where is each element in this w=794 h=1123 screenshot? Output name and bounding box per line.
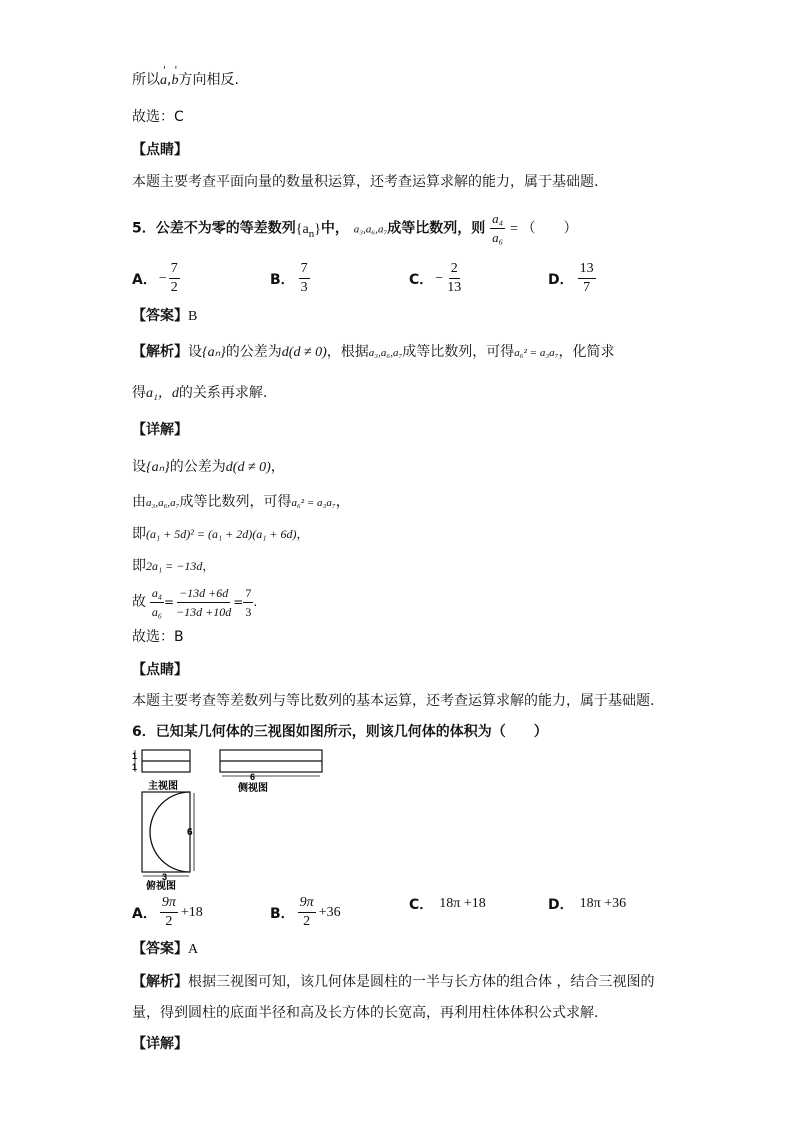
- t: ，化简求: [558, 344, 615, 360]
- den: 3: [245, 605, 252, 619]
- seq: {aₙ}: [146, 460, 170, 475]
- option-label: B．: [270, 905, 295, 922]
- dim-6-side: 6: [250, 772, 256, 782]
- q4-note-text: 本题主要考查平面向量的数量积运算，还考查运算求解的能力，属于基础题.: [132, 174, 599, 190]
- q5-option-c: [409, 260, 463, 297]
- q6-option-c: [409, 894, 486, 914]
- q5-stem-mid: 中，: [320, 220, 349, 237]
- three-view-figure: [132, 747, 332, 892]
- option-rest: +36: [318, 904, 341, 920]
- q5-stem-text: 5．公差不为零的等差数列: [132, 220, 296, 237]
- t: ，: [202, 559, 215, 573]
- t: ，: [335, 494, 350, 510]
- q6-analysis-line1: [132, 972, 654, 992]
- q5-detail-line2: [132, 492, 350, 513]
- terms: a₃,a₆,a₇: [368, 347, 403, 359]
- frac: [150, 584, 164, 621]
- side-view: [220, 750, 322, 794]
- option-fraction: [160, 894, 178, 931]
- dim-3: 3: [162, 872, 168, 882]
- answer-tag: 【答案】: [132, 308, 188, 324]
- t: 设: [132, 459, 146, 475]
- t: 根据三视图可知，该几何体是圆柱的一半与长方体的组合体 ，结合三视图的: [188, 974, 655, 990]
- q4-conclusion-line: [132, 65, 239, 91]
- option-num: 9π: [298, 894, 316, 913]
- q6-stem: 6．已知某几何体的三视图如图所示，则该几何体的体积为（ ）: [132, 724, 548, 740]
- num: a₄: [150, 584, 164, 603]
- t: ，根据: [326, 344, 369, 360]
- side-view-label: 侧视图: [238, 783, 268, 794]
- text: 方向相反.: [178, 72, 239, 88]
- t: ，: [270, 459, 285, 475]
- t: .: [253, 595, 258, 609]
- seq-open: {a: [295, 221, 309, 237]
- q5-option-b: [270, 260, 310, 297]
- terms: a₃,a₆,a₇: [146, 497, 180, 509]
- q5-analysis-line2: [132, 383, 267, 404]
- option-label: B．: [270, 271, 295, 288]
- var-b: b: [171, 73, 179, 88]
- option-den: 3: [300, 280, 308, 295]
- option-label: A．: [132, 905, 157, 922]
- frac-den: a₆: [492, 230, 504, 245]
- option-num: 9π: [160, 894, 178, 913]
- option-fraction: [298, 894, 316, 931]
- q5-analysis-line1: [132, 342, 614, 363]
- option-label: C．: [409, 271, 434, 288]
- vector-b: ' b: [171, 65, 179, 88]
- top-view-label: 俯视图: [146, 881, 176, 892]
- option-den: 2: [170, 280, 178, 295]
- q5-note-heading: 【点睛】: [132, 662, 188, 678]
- frac: [174, 584, 233, 621]
- t: 由: [132, 494, 146, 510]
- option-label: A．: [132, 271, 157, 288]
- q5-detail-line4: [132, 556, 214, 576]
- option-fraction: [445, 260, 463, 297]
- frac: [243, 584, 253, 621]
- t: 成等比数列，可得: [402, 344, 515, 360]
- option-fraction: [578, 260, 596, 297]
- option-sign: −: [435, 270, 444, 286]
- q6-option-a: [132, 894, 203, 931]
- option-rest: +18: [180, 904, 203, 920]
- answer-tag: 【答案】: [132, 941, 188, 957]
- d-expr: d(d ≠ 0): [225, 460, 271, 475]
- terms: a₃,a₆,a₇: [353, 223, 388, 236]
- q4-answer: 故选：C: [132, 109, 184, 125]
- t: 得: [132, 385, 146, 401]
- var-a: a: [160, 73, 167, 88]
- answer-value: A: [188, 942, 199, 957]
- option-num: 2: [449, 260, 460, 279]
- vars: a₁，d: [146, 386, 179, 401]
- q6-option-d: [548, 894, 626, 914]
- dim-1-top: 1: [132, 751, 138, 761]
- eq: (a₁ + 5d)² = (a₁ + 2d)(a₁ + 6d): [146, 527, 297, 541]
- option-den: 2: [165, 914, 173, 929]
- top-view: [142, 792, 194, 892]
- answer-value: B: [188, 309, 198, 324]
- num: 7: [243, 584, 253, 603]
- option-den: 2: [303, 914, 311, 929]
- t: 即: [132, 526, 146, 542]
- eq: 2a₁ = −13d: [146, 559, 203, 573]
- q5-stem: [132, 210, 577, 250]
- option-text: 18π +36: [579, 896, 627, 911]
- den: a₆: [151, 605, 162, 619]
- q5-note-text: 本题主要考查等差数列与等比数列的基本运算，还考查运算求解的能力，属于基础题.: [132, 693, 655, 709]
- seq: {aₙ}: [202, 345, 226, 360]
- q4-note-heading: 【点睛】: [132, 142, 188, 158]
- q6-detail-heading: 【详解】: [132, 1036, 188, 1052]
- t: 成等比数列，可得: [179, 494, 292, 510]
- seq-close: }: [314, 221, 321, 237]
- dim-1-bottom: 1: [132, 762, 138, 772]
- num: −13d +6d: [177, 584, 230, 603]
- t: ，: [296, 527, 309, 541]
- q5-option-a: [132, 260, 180, 297]
- front-view-label: 主视图: [148, 781, 178, 792]
- frac-num: a₄: [490, 210, 505, 229]
- option-label: D．: [548, 897, 574, 913]
- option-fraction: [299, 260, 310, 297]
- text: 所以: [132, 72, 160, 88]
- q5-option-d: [548, 260, 596, 297]
- t: 的公差为: [225, 344, 282, 360]
- q5-stem-end: = （ ）: [510, 221, 578, 237]
- q5-answer-line: [132, 306, 197, 327]
- dim-6-top: 6: [187, 827, 193, 838]
- option-num: 7: [169, 260, 180, 279]
- t: 即: [132, 558, 146, 574]
- option-sign: −: [158, 270, 167, 286]
- d-expr: d(d ≠ 0): [281, 345, 327, 360]
- q5-detail-line1: [132, 457, 285, 478]
- eq: =: [164, 595, 175, 609]
- option-label: D．: [548, 271, 574, 288]
- q6-answer-line: [132, 939, 198, 960]
- t: 的关系再求解.: [178, 385, 268, 401]
- analysis-tag: 【解析】: [132, 344, 188, 360]
- eq: a₆² = a₃a₇: [514, 347, 559, 359]
- t: 的公差为: [169, 459, 226, 475]
- option-fraction: [169, 260, 180, 297]
- eq: a₆² = a₃a₇: [291, 497, 336, 509]
- stem-fraction: [490, 210, 505, 247]
- t: 故: [132, 594, 146, 610]
- vector-a: ' a: [160, 65, 167, 88]
- comma: ,: [167, 72, 172, 88]
- option-text: 18π +18: [439, 896, 486, 911]
- t: 设: [188, 344, 202, 360]
- q5-detail-line3: [132, 524, 309, 544]
- eq: =: [233, 595, 244, 609]
- option-label: C．: [409, 897, 434, 913]
- q5-detail-line5: [132, 584, 257, 621]
- q5-detail-answer: 故选：B: [132, 629, 184, 645]
- analysis-tag: 【解析】: [132, 974, 188, 990]
- q5-stem-cond: 成等比数列，则: [387, 220, 486, 237]
- option-den: 7: [583, 280, 591, 295]
- seq-an: [295, 221, 321, 240]
- option-den: 13: [447, 280, 462, 295]
- q5-detail-heading: 【详解】: [132, 422, 188, 438]
- option-num: 7: [299, 260, 310, 279]
- front-view: [132, 750, 190, 792]
- q6-analysis-line2: 量，得到圆柱的底面半径和高及长方体的长宽高，再利用柱体体积公式求解.: [132, 1005, 599, 1021]
- seq-sub: n: [308, 227, 315, 240]
- q6-option-b: [270, 894, 341, 931]
- option-num: 13: [578, 260, 596, 279]
- den: −13d +10d: [176, 605, 232, 619]
